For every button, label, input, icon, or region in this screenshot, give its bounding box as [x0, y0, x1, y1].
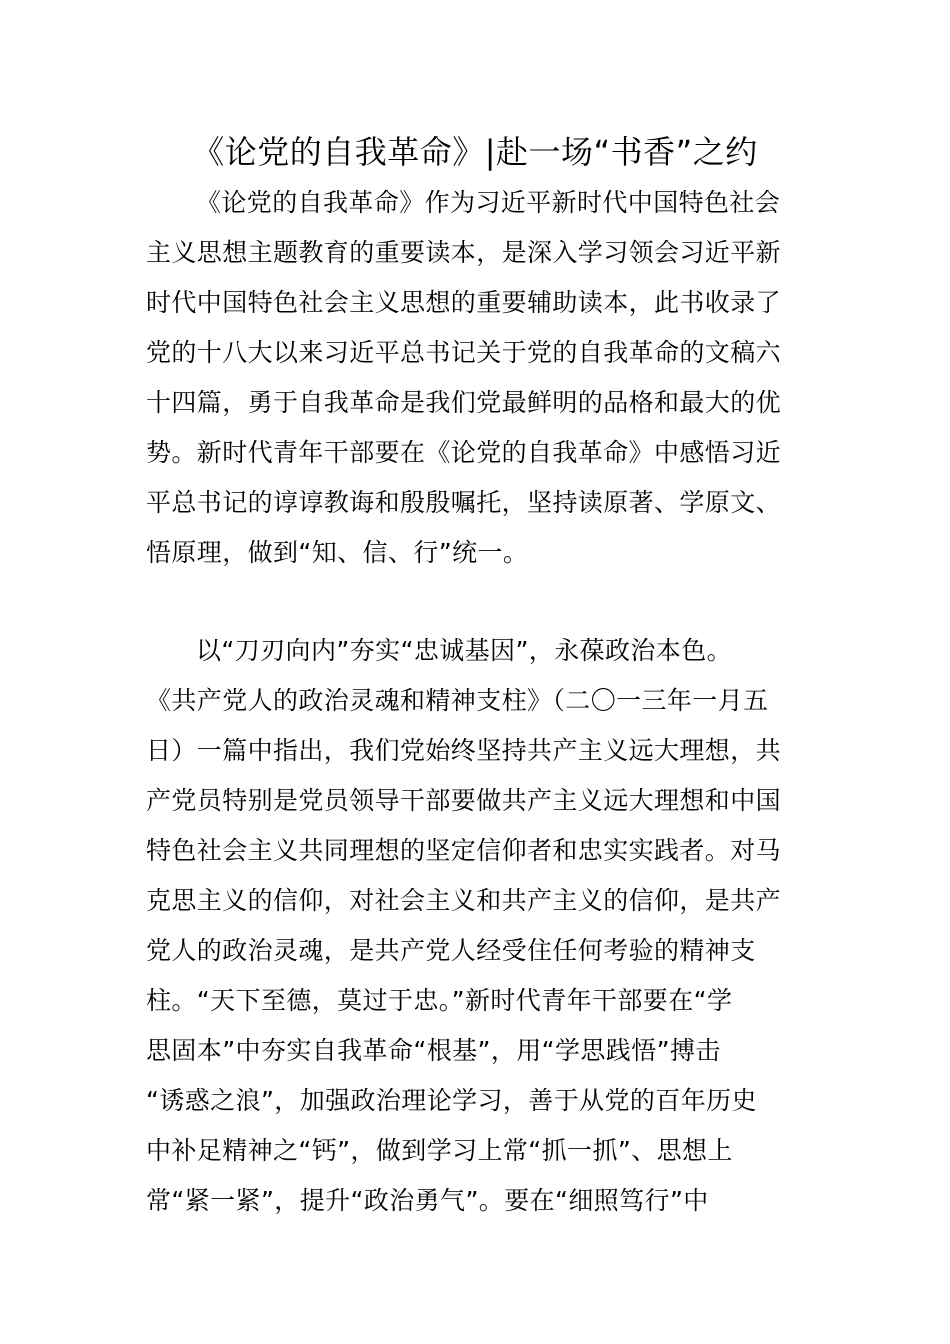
- paragraph-line: 党的十八大以来习近平总书记关于党的自我革命的文稿六: [146, 338, 782, 367]
- paragraph-line: 主义思想主题教育的重要读本，是深入学习领会习近平新: [146, 238, 782, 267]
- paragraph-line: 十四篇，勇于自我革命是我们党最鲜明的品格和最大的优: [146, 388, 782, 417]
- paragraph-line: 思固本”中夯实自我革命“根基”，用“学思践悟”搏击: [146, 1036, 721, 1065]
- paragraph-line: 柱。“天下至德，莫过于忠。”新时代青年干部要在“学: [146, 986, 733, 1015]
- paragraph-line: “诱惑之浪”，加强政治理论学习，善于从党的百年历史: [146, 1086, 757, 1115]
- paragraph-line: 常“紧一紧”，提升“政治勇气”。要在“细照笃行”中: [146, 1186, 709, 1215]
- paragraph-line: 以“刀刃向内”夯实“忠诚基因”，永葆政治本色。: [196, 636, 733, 665]
- paragraph-line: 《共产党人的政治灵魂和精神支柱》（二〇一三年一月五: [146, 686, 769, 715]
- paragraph-line: 中补足精神之“钙”，做到学习上常“抓一抓”、思想上: [146, 1136, 733, 1165]
- document-title: 《论党的自我革命》|赴一场“书香”之约: [192, 133, 758, 171]
- paragraph-line: 平总书记的谆谆教诲和殷殷嘱托，坚持读原著、学原文、: [146, 488, 782, 517]
- paragraph-line: 势。新时代青年干部要在《论党的自我革命》中感悟习近: [146, 438, 782, 467]
- paragraph-line: 日）一篇中指出，我们党始终坚持共产主义远大理想，共: [146, 736, 782, 765]
- paragraph-line: 产党员特别是党员领导干部要做共产主义远大理想和中国: [146, 786, 782, 815]
- paragraph-line: 悟原理，做到“知、信、行”统一。: [146, 538, 529, 567]
- paragraph-line: 《论党的自我革命》作为习近平新时代中国特色社会: [196, 188, 781, 217]
- paragraph-line: 党人的政治灵魂，是共产党人经受住任何考验的精神支: [146, 936, 756, 965]
- paragraph-line: 克思主义的信仰，对社会主义和共产主义的信仰，是共产: [146, 886, 782, 915]
- paragraph-line: 时代中国特色社会主义思想的重要辅助读本，此书收录了: [146, 288, 782, 317]
- paragraph-line: 特色社会主义共同理想的坚定信仰者和忠实实践者。对马: [146, 836, 782, 865]
